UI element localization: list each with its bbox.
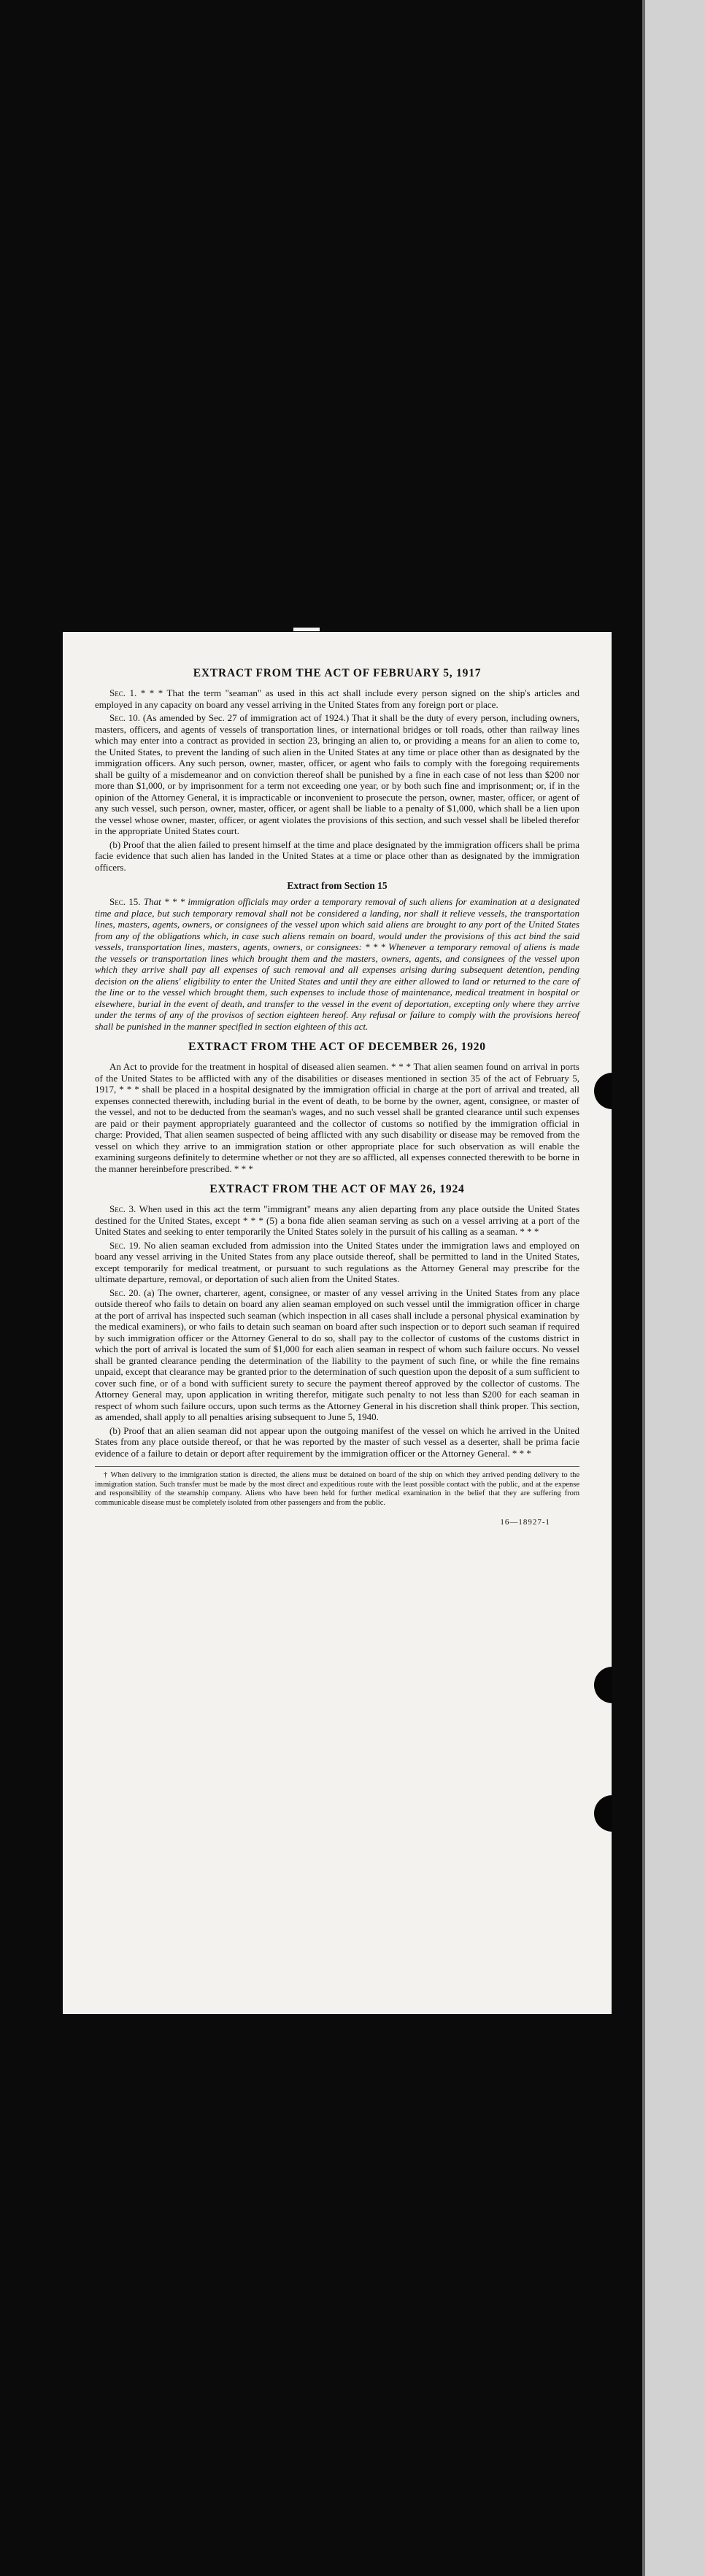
footnote [95,1466,579,1508]
section-label: Sec. 20. [109,1287,141,1298]
section-label: Sec. 3. [109,1203,136,1214]
document-page [63,632,612,2014]
section-1 [95,687,579,710]
heading-section-15: Extract from Section 15 [287,880,388,891]
section-3 [95,1203,579,1238]
section-text: When used in this act the term "immigrant" means any alien departing from any place outside the United States destined for the United States, except * * * (5) a bona fide alien seaman serving as such on a vessel arriving at a port of the United States and seeking to enter temporarily the United States solely in the pursuit of his calling as a seaman. * * * [95,1203,580,1237]
punch-hole [594,1795,612,1832]
section-10-b: (b) Proof that the alien failed to present himself at the time and place designated by the immigration officers shall be prima facie evidence that such alien has landed in the United States at a time or place other than as designated by the immigration officers. [95,838,579,873]
punch-hole [594,1667,612,1703]
section-label: Sec. 15. [109,896,141,907]
section-20 [95,1287,579,1423]
heading-act-1920: EXTRACT FROM THE ACT OF DECEMBER 26, 1920 [188,1041,486,1053]
section-text: That * * * immigration officials may order a temporary removal of such aliens for examination at a designated time and place, but such temporary removal shall not be considered a landing, nor shall it relieve vessels, the transportation lines, masters, agents, owners, or consignees of the vessel upon which said aliens are brought to any port of the United States from any of the obligations which, in case such aliens remain on board, would under the provisions of this act bind the said vessels, transportation lines, masters, agents, owners, or consignees: * * * Whenever a temporary removal of aliens is made the vessels or transportation lines which brought them and the masters, owners, agents, and consignees of the vessel upon which they arrive shall pay all expenses of such removal and all expenses arising during subsequent detention, pending decision on the aliens' eligibility to enter the United States and until they are either allowed to land or returned to the care of the line or to the vessel which brought them, such expenses to include those of maintenance, medical treatment in hospital or elsewhere, burial in the event of death, and transfer to the vessel in the event of deportation, excepting only where they arrive under the terms of any of the provisos of section eighteen hereof. Any refusal or failure to comply with the provisions hereof shall be punished in the manner specified in section eighteen of this act. [95,896,580,1032]
section-text: No alien seaman excluded from admission into the United States under the immigration laws and employed on board any vessel arriving in the United States from any place outside thereof, shall be permitted to land in the United States, except temporarily for medical treatment, or pursuant to such regulations as the Attorney General may prescribe for the ultimate departure, removal, or deportation of such alien from the United States. [95,1239,579,1284]
scanner-margin-strip [642,0,705,2576]
act-1920-text: An Act to provide for the treatment in hospital of diseased alien seamen. * * * That alien seamen found on arrival in ports of the United States to be afflicted with any of the disabilities or diseases mentioned in section 35 of the act of February 5, 1917, * * * shall be placed in a hospital designated by the immigration official in charge at the port of arrival and treated, all expenses connected therewith, including burial in the event of death, to be borne by the owner, agent, consignee, or master of the vessel, and not to be deducted from the seaman's wages, and no such vessel shall be granted clearance until such expenses are paid or their payment appropriately guaranteed and the collector of customs so notified by the immigration official in charge: Provided, That alien seamen suspected of being afflicted with any such disability or disease may be removed from the vessel on which they arrive to an immigration station or other appropriate place for such observation as will enable the examining surgeons definitely to determine whether or not they are so afflicted, all expenses connected therewith to be borne in the manner hereinbefore prescribed. * * * [95,1061,579,1174]
section-text: (a) The owner, charterer, agent, consignee, or master of any vessel arriving in the United States from any place outside thereof who fails to detain on board any alien seaman employed on such vessel until the immigration officer in charge at the port of arrival has inspected such seaman (which inspection in all cases shall include a personal physical examination by the medical examiners), or who fails to detain such seaman on board after such inspection or to deport such seaman if required by such immigration officer or the Attorney General to do so, shall pay to the collector of customs of the customs district in which the port of arrival is located the sum of $1,000 for each alien seaman in respect of whom such failure occurs. No vessel shall be granted clearance pending the determination of the liability to the payment of such fine, or while the fine remains unpaid, except that clearance may be granted prior to the determination of such question upon the deposit of a sum sufficient to cover such fine, or of a bond with sufficient surety to secure the payment thereof approved by the collector of customs. The Attorney General may, upon application in writing therefor, mitigate such penalty to not less than $200 for each seaman in respect of whom such failure occurs, upon such terms as the Attorney General in his discretion shall think proper. This section, as amended, shall apply to all penalties arising subsequent to June 5, 1940. [95,1287,579,1422]
section-text: * * * That the term "seaman" as used in this act shall include every person signed on the ship's articles and employed in any capacity on board any vessel arriving in the United States from any foreign port or place. [95,687,580,710]
heading-act-1917: EXTRACT FROM THE ACT OF FEBRUARY 5, 1917 [193,667,482,679]
heading-act-1924: EXTRACT FROM THE ACT OF MAY 26, 1924 [209,1183,465,1195]
form-number: 16—18927-1 [500,1518,550,1527]
section-19 [95,1240,579,1285]
section-15 [95,896,579,1032]
section-text: (As amended by Sec. 27 of immigration act of 1924.) That it shall be the duty of every person, including owners, masters, officers, and agents of vessels of transportation lines, or international bridges or toll roads, other than railway lines which may enter into a contract as provided in section 23, bringing an alien to, or providing a means for an alien to come to, the United States, to prevent the landing of such alien in the United States at any time or place other than as designated by the immigration officers. Any such person, owner, master, officer, or agent who fails to comply with the foregoing requirements shall be guilty of a misdemeanor and on conviction thereof shall be punished by a fine in each case of not less than $200 nor more than $1,000, or by imprisonment for a term not exceeding one year, or by both such fine and imprisonment; or, if in the opinion of the Attorney General, it is impracticable or inconvenient to prosecute the person, owner, master, officer, or agent of any such vessel, such person, owner, master, officer, or agent shall be liable to a penalty of $1,000, which shall be a lien upon the vessel whose owner, master, officer, or agent violates the provisions of this section, and such vessel shall be libeled therefor in the appropriate United States court. [95,712,580,836]
footnote-text: † When delivery to the immigration station is directed, the aliens must be detained on board of the ship on which they arrived pending delivery to the immigration station. Such transfer must be made by the most direct and expeditious route with the least possible contact with the public, and at the expense and responsibility of the steamship company. Aliens who have been held for further medical examination in the belief that they are suffering from communicable disease must be completely isolated from other passengers and from the public. [95,1471,579,1507]
section-10 [95,712,579,837]
strip-seam [642,0,645,2576]
section-label: Sec. 19. [109,1239,141,1251]
section-20-b: (b) Proof that an alien seaman did not appear upon the outgoing manifest of the vessel on which he arrived in the United States from any place outside thereof, or that he was reported by the master of such vessel as a deserter, shall be prima facie evidence of a failure to detain or deport after requirement by the immigration officer or the Attorney General. * * * [95,1424,579,1459]
scan-mark [293,628,320,631]
section-label: Sec. 10. [109,712,141,723]
section-label: Sec. 1. [109,687,137,698]
punch-hole [594,1073,612,1109]
